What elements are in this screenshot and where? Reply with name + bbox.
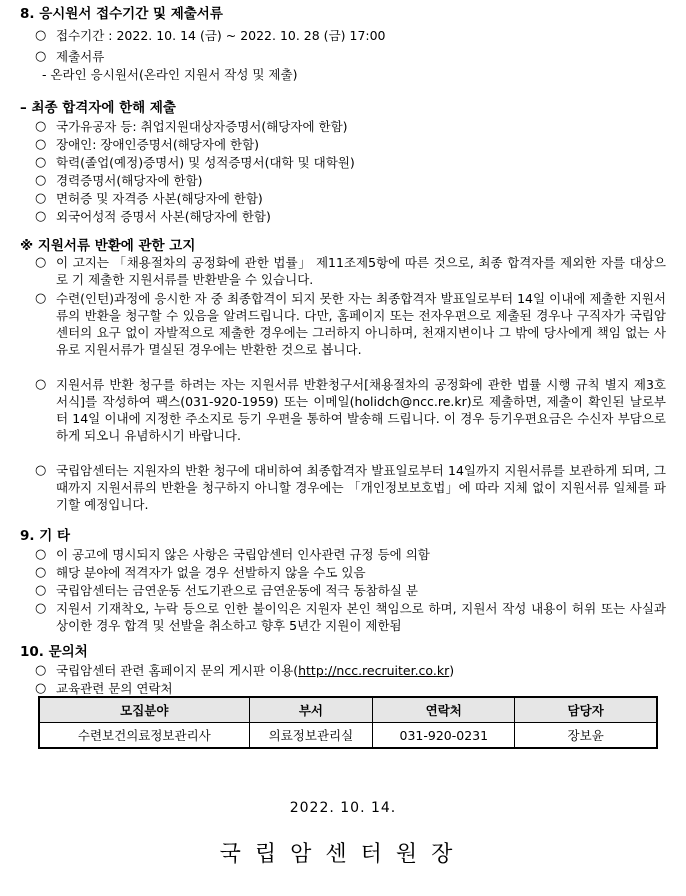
bullet-icon: ○: [35, 49, 47, 64]
bullet-icon: ○: [35, 28, 47, 43]
bullet-icon: ○: [35, 119, 47, 134]
bullet-icon: ○: [35, 463, 47, 478]
bullet-icon: ○: [35, 663, 47, 678]
final-item: 국가유공자 등: 취업지원대상자증명서(해당자에 한함): [56, 119, 348, 134]
bullet-icon: ○: [35, 255, 47, 270]
recruiter-link[interactable]: http://ncc.recruiter.co.kr: [298, 663, 450, 678]
bullet-icon: ○: [35, 547, 47, 562]
table-header: 부서: [249, 697, 373, 723]
contact-label: 교육관련 문의 연락처: [56, 681, 173, 696]
homepage-inquiry: [56, 662, 454, 679]
final-submission-heading: – 최종 합격자에 한해 제출: [20, 100, 176, 116]
misc-item: 국립암센터는 금연운동 선도기관으로 금연운동에 적극 동참하실 분: [56, 583, 418, 598]
final-item: 장애인: 장애인증명서(해당자에 한함): [56, 137, 260, 152]
return-notice-paragraph: 국립암센터는 지원자의 반환 청구에 대비하여 최종합격자 발표일로부터 14일까지 지원서류를 보관하게 되며, 그때까지 지원서류의 반환을 청구하지 아니할 경우에는 「개인정보보호법」에 따라 지체 없이 지원서류 일체를 파기할 예정입니다.: [56, 463, 666, 512]
table-cell: 의료정보관리실: [249, 723, 373, 749]
bullet-icon: ○: [35, 209, 47, 224]
section-8-heading: 8. 응시원서 접수기간 및 제출서류: [20, 6, 223, 22]
table-cell: 수련보건의료정보관리사: [39, 723, 249, 749]
misc-item: 지원서 기재착오, 누락 등으로 인한 불이익은 지원자 본인 책임으로 하며, 지원서 작성 내용이 허위 또는 사실과 상이한 경우 합격 및 선발을 취소하고 향후 5년간 지원이 제한됨: [56, 601, 666, 633]
bullet-icon: ○: [35, 681, 47, 696]
final-item: 경력증명서(해당자에 한함): [56, 173, 203, 188]
misc-item: 이 공고에 명시되지 않은 사항은 국립암센터 인사관련 규정 등에 의함: [56, 547, 430, 562]
return-notice-paragraph: 수련(인턴)과정에 응시한 자 중 최종합격이 되지 못한 자는 최종합격자 발표일로부터 14일 이내에 제출한 지원서류의 반환을 청구할 수 있음을 알려드립니다. 다만, 홈페이지 또는 전자우편으로 제출된 경우나 구직자가 국립암센터의 요구 없이 자발적으로 제출한 경우에는 그러하지 아니하며, 천재지변이나 그 밖에 당사에게 책임 없는 사유로 지원서류가 멸실된 경우에는 반환한 것으로 봅니다.: [56, 291, 666, 357]
bullet-icon: ○: [35, 583, 47, 598]
table-header: 담당자: [515, 697, 657, 723]
bullet-icon: ○: [35, 137, 47, 152]
final-item: 면허증 및 자격증 사본(해당자에 한함): [56, 191, 263, 206]
bullet-icon: ○: [35, 191, 47, 206]
bullet-icon: ○: [35, 601, 47, 616]
table-header-row: [39, 697, 657, 723]
misc-item: 해당 분야에 적격자가 없을 경우 선발하지 않을 수도 있음: [56, 565, 366, 580]
table-row: [39, 723, 657, 749]
contact-table: [38, 696, 658, 749]
signature: 국립암센터원장: [219, 842, 467, 867]
documents-item: - 온라인 응시원서(온라인 지원서 작성 및 제출): [42, 67, 298, 82]
application-period: 접수기간 : 2022. 10. 14 (금) ~ 2022. 10. 28 (금) 17:00: [56, 28, 386, 43]
return-notice-heading: ※ 지원서류 반환에 관한 고지: [20, 238, 196, 254]
homepage-prefix: 국립암센터 관련 홈페이지 문의 게시판 이용(: [56, 663, 299, 678]
bullet-icon: ○: [35, 377, 47, 392]
final-item: 외국어성적 증명서 사본(해당자에 한함): [56, 209, 271, 224]
document-date: 2022. 10. 14.: [289, 800, 397, 816]
section-10-heading: 10. 문의처: [20, 644, 88, 660]
bullet-icon: ○: [35, 565, 47, 580]
homepage-suffix: ): [449, 663, 455, 678]
table-cell: 장보윤: [515, 723, 657, 749]
final-item: 학력(졸업(예정)증명서) 및 성적증명서(대학 및 대학원): [56, 155, 355, 170]
section-9-heading: 9. 기 타: [20, 528, 71, 544]
return-notice-paragraph: 이 고지는 「채용절차의 공정화에 관한 법률」 제11조제5항에 따른 것으로, 최종 합격자를 제외한 자를 대상으로 기 제출한 지원서류를 반환받을 수 있습니다.: [56, 255, 666, 287]
return-notice-paragraph: 지원서류 반환 청구를 하려는 자는 지원서류 반환청구서[채용절차의 공정화에 관한 법률 시행 규칙 별지 제3호 서식]를 작성하여 팩스(031-920-1959) 또는 이메일(holidch@ncc.re.kr)로 제출하면, 제출이 확인된 날로부터 14일 이내에 지정한 주소지로 등기 우편을 통하여 발송해 드립니다. 이 경우 등기우편요금은 수신자 부담으로 하게 되오니 유념하시기 바랍니다.: [56, 377, 666, 443]
table-header: 모집분야: [39, 697, 249, 723]
documents-label: 제출서류: [56, 49, 105, 64]
bullet-icon: ○: [35, 173, 47, 188]
table-cell: 031-920-0231: [373, 723, 515, 749]
bullet-icon: ○: [35, 291, 47, 306]
table-header: 연락처: [373, 697, 515, 723]
bullet-icon: ○: [35, 155, 47, 170]
